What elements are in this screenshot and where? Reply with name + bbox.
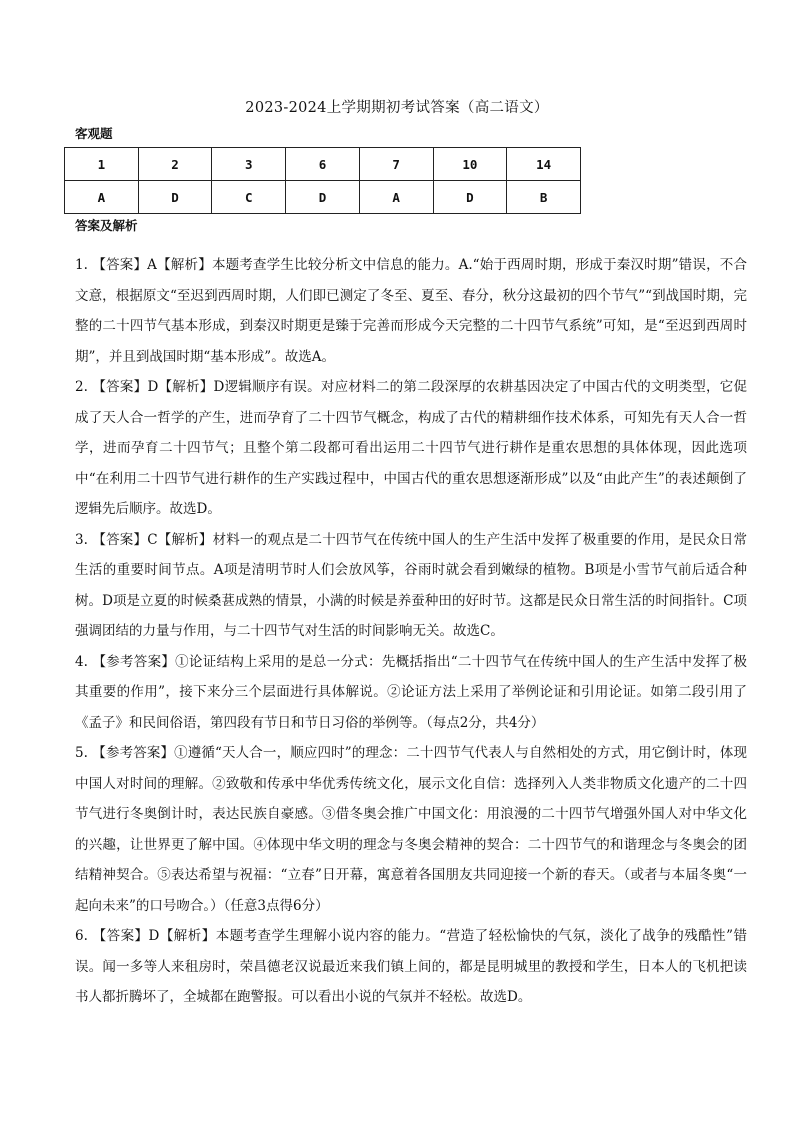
answer-text: 4. 【参考答案】①论证结构上采用的是总一分式：先概括指出“二十四节气在传统中国人的生产生活中发挥了极其重要的作用”，接下来分三个层面进行具体解说。②论证方法上采用了举例论证和引用论证。如第二段引用了《孟子》和民间俗语，第四段有节日和节日习俗的举例等。（每点2分，共4分） xyxy=(75,653,747,731)
answer-explanations xyxy=(75,250,747,1013)
answer-item-4 xyxy=(75,647,747,739)
answer-cell: D xyxy=(138,181,212,214)
answer-cell: A xyxy=(359,181,433,214)
page-title: 2023-2024上学期期初考试答案（高二语文） xyxy=(245,100,549,116)
answer-row xyxy=(65,181,581,214)
answer-item-5 xyxy=(75,738,747,921)
answer-cell: D xyxy=(433,181,507,214)
answer-table xyxy=(64,147,581,214)
answer-text: 1. 【答案】A【解析】本题考查学生比较分析文中信息的能力。A.“始于西周时期，形成于秦汉时期”错误，不合文意，根据原文“至迟到西周时期，人们即已测定了冬至、夏至、春分，秋分这最初的四个节气”“到战国时期，完整的二十四节气基本形成，到秦汉时期更是臻于完善而形成今天完整的二十四节气系统”可知，是“至迟到西周时期”，并且到战国时期“基本形成”。故选A。 xyxy=(75,257,747,365)
question-number-cell: 6 xyxy=(286,148,360,181)
answer-text: 5. 【参考答案】①遵循“天人合一，顺应四时”的理念：二十四节气代表人与自然相处的方式，用它倒计时，体现中国人对时间的理解。②致敬和传承中华优秀传统文化，展示文化自信：选择列入人类非物质文化遗产的二十四节气进行冬奥倒计时，表达民族自豪感。③借冬奥会推广中国文化：用浪漫的二十四节气增强外国人对中华文化的兴趣，让世界更了解中国。④体现中华文明的理念与冬奥会精神的契合：二十四节气的和谐理念与冬奥会的团结精神契合。⑤表达希望与祝福：“立春”日开幕，寓意着各国朋友共同迎接一个新的春天。（或者与本届冬奥“一起向未来”的口号吻合。）（任意3点得6分） xyxy=(75,745,747,914)
question-number-row xyxy=(65,148,581,181)
answer-text: 6. 【答案】D【解析】本题考查学生理解小说内容的能力。“营造了轻松愉快的气氛，淡化了战争的残酷性”错误。闻一多等人来租房时，荣昌德老汉说最近来我们镇上间的，都是昆明城里的教授和学生，日本人的飞机把读书人都折腾坏了，全城都在跑警报。可以看出小说的气氛并不轻松。故选D。 xyxy=(75,928,747,1005)
answers-analysis-heading: 答案及解析 xyxy=(75,218,138,233)
answer-cell: C xyxy=(212,181,286,214)
answer-item-3 xyxy=(75,525,747,647)
question-number-cell: 7 xyxy=(359,148,433,181)
question-number-cell: 10 xyxy=(433,148,507,181)
answer-item-2 xyxy=(75,372,747,525)
answer-cell: A xyxy=(65,181,139,214)
answer-item-1 xyxy=(75,250,747,372)
answer-cell: D xyxy=(286,181,360,214)
answer-text: 3. 【答案】C【解析】材料一的观点是二十四节气在传统中国人的生产生活中发挥了极重要的作用，是民众日常生活的重要时间节点。A项是清明节时人们会放风筝，谷雨时就会看到嫩绿的植物。B项是小雪节气前后适合种树。D项是立夏的时候桑葚成熟的情景，小满的时候是养蚕种田的好时节。这都是民众日常生活的时间指针。C项强调团结的力量与作用，与二十四节气对生活的时间影响无关。故选C。 xyxy=(75,531,747,639)
question-number-cell: 3 xyxy=(212,148,286,181)
answer-cell: B xyxy=(507,181,581,214)
answer-item-6 xyxy=(75,921,747,1013)
question-number-cell: 14 xyxy=(507,148,581,181)
answer-text: 2. 【答案】D【解析】D逻辑顺序有误。对应材料二的第二段深厚的农耕基因决定了中国古代的文明类型，它促成了天人合一哲学的产生，进而孕育了二十四节气概念，构成了古代的精耕细作技术体系，可知先有天人合一哲学，进而孕育二十四节气；且整个第二段都可看出运用二十四节气进行耕作是重农思想的具体体现，因此选项中“在利用二十四节气进行耕作的生产实践过程中，中国古代的重农思想逐渐形成”以及“由此产生”的表述颠倒了逻辑先后顺序。故选D。 xyxy=(75,379,747,517)
question-number-cell: 2 xyxy=(138,148,212,181)
objective-questions-heading: 客观题 xyxy=(75,126,113,141)
question-number-cell: 1 xyxy=(65,148,139,181)
